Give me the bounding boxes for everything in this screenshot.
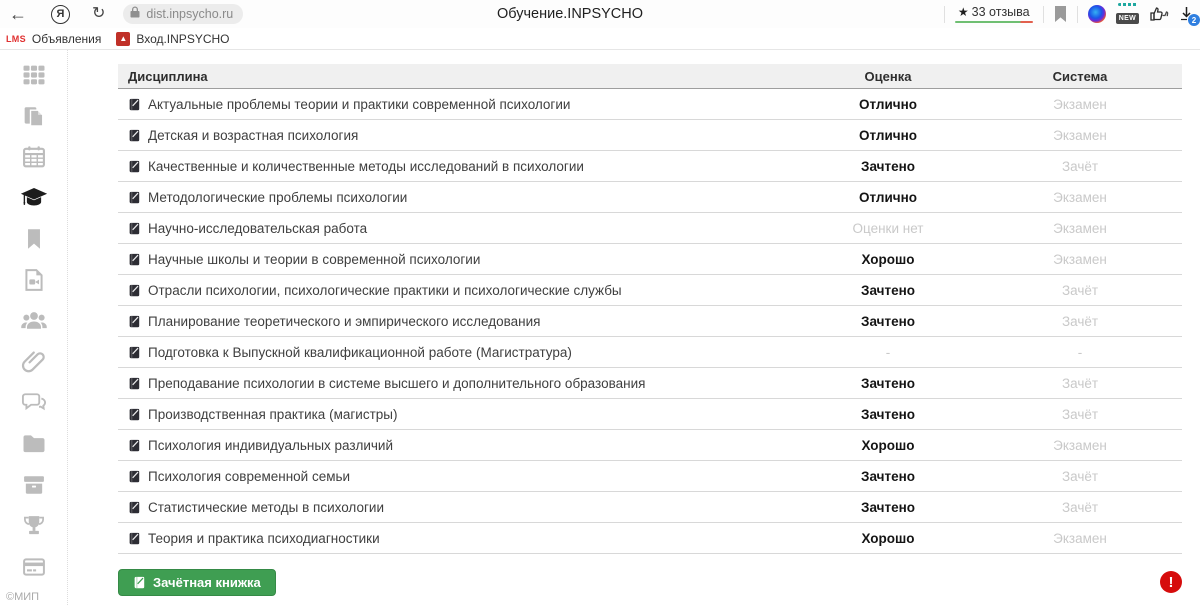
table-row[interactable] [118, 399, 1182, 430]
table-header [118, 64, 1182, 89]
table-row[interactable] [118, 182, 1182, 213]
book-icon [128, 346, 141, 359]
browser-toolbar [0, 0, 1200, 28]
book-icon [128, 377, 141, 390]
system-value: Зачёт [1061, 158, 1099, 174]
discipline-name: Преподавание психологии в системе высшего и дополнительного образования [148, 375, 646, 391]
address-bar[interactable] [123, 4, 243, 24]
page-title: Обучение.INPSYCHO [496, 6, 644, 22]
discipline-name: Теория и практика психодиагностики [148, 530, 380, 546]
table-footer [118, 569, 1182, 599]
grade-value: Зачтено [861, 158, 915, 174]
sidebar-item-files[interactable] [0, 423, 67, 464]
system-value: Зачёт [1061, 375, 1099, 391]
table-row[interactable] [118, 461, 1182, 492]
grade-value: - [885, 344, 891, 360]
reload-icon[interactable]: ↻ [92, 5, 106, 22]
bookmark-icon [21, 226, 47, 252]
discipline-name: Актуальные проблемы теории и практики современной психологии [148, 96, 571, 112]
copy-pages-icon [20, 102, 48, 130]
bookmark-announcements[interactable] [6, 32, 101, 46]
sidebar-item-achievements[interactable] [0, 505, 67, 546]
table-row[interactable] [118, 275, 1182, 306]
book-icon [128, 470, 141, 483]
grade-value: Хорошо [861, 251, 915, 267]
discipline-name: Научные школы и теории в современной психологии [148, 251, 481, 267]
table-row[interactable] [118, 151, 1182, 182]
bookmark-flag-icon[interactable] [1054, 6, 1067, 22]
back-icon[interactable]: ← [9, 4, 27, 24]
url-text: dist.inpsycho.ru [146, 7, 234, 21]
sidebar [0, 50, 68, 605]
system-value: Зачёт [1061, 406, 1099, 422]
new-badge: NEW [1116, 13, 1139, 24]
bookmarks-bar [0, 28, 1200, 50]
grade-value: Зачтено [861, 282, 915, 298]
gradebook-button-label: Зачётная книжка [153, 575, 261, 590]
divider [1043, 6, 1044, 23]
grade-value: Отлично [858, 127, 918, 143]
sidebar-item-education[interactable] [0, 177, 67, 218]
grade-value: Зачтено [861, 375, 915, 391]
lms-logo-icon: LMS [6, 33, 26, 44]
discipline-name: Планирование теоретического и эмпирического исследования [148, 313, 541, 329]
sidebar-item-attachments[interactable] [0, 341, 67, 382]
book-icon [128, 439, 141, 452]
mip-logo-icon: ▲ [116, 32, 130, 46]
extension-new-icon[interactable] [1116, 7, 1139, 25]
book-icon [128, 284, 141, 297]
sidebar-item-schedule[interactable] [0, 136, 67, 177]
reviews-count: 33 отзыва [971, 4, 1030, 19]
book-icon [128, 98, 141, 111]
book-icon [128, 315, 141, 328]
grade-value: Зачтено [861, 468, 915, 484]
discipline-name: Научно-исследовательская работа [148, 220, 368, 236]
table-row[interactable] [118, 368, 1182, 399]
new-dots-icon [1118, 3, 1138, 6]
system-value: Зачёт [1061, 313, 1099, 329]
system-value: Зачёт [1061, 499, 1099, 515]
system-value: Зачёт [1061, 282, 1099, 298]
system-value: - [1077, 344, 1083, 360]
discipline-name: Отрасли психологии, психологические практики и психологические службы [148, 282, 622, 298]
sidebar-item-payments[interactable] [0, 546, 67, 587]
system-value: Экзамен [1053, 220, 1107, 236]
archive-box-icon [20, 471, 48, 499]
table-row[interactable] [118, 492, 1182, 523]
grade-value: Отлично [858, 96, 918, 112]
lock-icon [130, 5, 140, 23]
table-row[interactable] [118, 120, 1182, 151]
book-icon [128, 408, 141, 421]
main-content [68, 50, 1200, 605]
book-icon [128, 253, 141, 266]
gradebook-button[interactable] [118, 569, 276, 596]
folder-icon [20, 430, 48, 458]
book-icon [128, 222, 141, 235]
table-row[interactable] [118, 523, 1182, 554]
system-value: Зачёт [1061, 468, 1099, 484]
book-icon [128, 532, 141, 545]
grade-value: Хорошо [861, 437, 915, 453]
header-discipline: Дисциплина [128, 68, 208, 84]
calendar-icon [20, 143, 48, 171]
sidebar-item-archive[interactable] [0, 464, 67, 505]
discipline-name: Статистические методы в психологии [148, 499, 384, 515]
thumbs-vote-icon[interactable] [1149, 6, 1169, 22]
header-system: Система [1052, 68, 1108, 84]
sidebar-item-bookmarks[interactable] [0, 218, 67, 259]
discipline-name: Производственная практика (магистры) [148, 406, 398, 422]
table-row[interactable] [118, 306, 1182, 337]
chat-icon [20, 389, 48, 417]
yandex-browser-icon[interactable]: Я [51, 5, 70, 24]
downloads-icon[interactable] [1179, 6, 1197, 25]
bookmark-login-inpsycho[interactable] [116, 32, 229, 46]
book-icon [128, 160, 141, 173]
alert-icon[interactable]: ! [1160, 571, 1182, 593]
book-icon [128, 129, 141, 142]
divider [944, 6, 945, 23]
video-file-icon [20, 266, 48, 294]
grade-value: Зачтено [861, 313, 915, 329]
rating-bar [955, 21, 1033, 24]
system-value: Экзамен [1053, 96, 1107, 112]
grade-value: Зачтено [861, 499, 915, 515]
system-value: Экзамен [1053, 251, 1107, 267]
system-value: Экзамен [1053, 127, 1107, 143]
system-value: Экзамен [1053, 530, 1107, 546]
header-grade: Оценка [864, 68, 912, 84]
table-row[interactable] [118, 430, 1182, 461]
discipline-name: Качественные и количественные методы исследований в психологии [148, 158, 584, 174]
divider [1077, 6, 1078, 23]
bookmark-label: Вход.INPSYCHO [136, 31, 230, 46]
system-value: Экзамен [1053, 437, 1107, 453]
grade-value: Зачтено [861, 406, 915, 422]
extension-circle-icon[interactable] [1088, 5, 1106, 23]
grade-value: Оценки нет [852, 220, 924, 236]
star-icon: ★ [957, 4, 969, 19]
discipline-name: Психология современной семьи [148, 468, 351, 484]
table-row[interactable] [118, 213, 1182, 244]
table-row[interactable] [118, 244, 1182, 275]
discipline-name: Психология индивидуальных различий [148, 437, 393, 453]
grade-value: Отлично [858, 189, 918, 205]
grades-table-body [118, 89, 1182, 554]
grades-table [118, 64, 1182, 554]
card-icon [20, 553, 48, 581]
book-icon [133, 576, 146, 589]
discipline-name: Методологические проблемы психологии [148, 189, 408, 205]
grade-value: Хорошо [861, 530, 915, 546]
sidebar-item-media[interactable] [0, 259, 67, 300]
users-icon [19, 306, 49, 336]
downloads-badge: 2 [1188, 14, 1200, 26]
copyright-label: ©МИП [6, 591, 40, 603]
trophy-icon [20, 512, 48, 540]
bookmark-label: Объявления [31, 31, 102, 46]
system-value: Экзамен [1053, 189, 1107, 205]
sidebar-item-groups[interactable] [0, 300, 67, 341]
sidebar-item-dashboard[interactable] [0, 54, 67, 95]
graduation-cap-icon [19, 183, 49, 213]
sidebar-nav [0, 54, 67, 587]
grid-icon [20, 61, 48, 89]
discipline-name: Детская и возрастная психология [148, 127, 359, 143]
site-reviews[interactable] [955, 5, 1033, 24]
book-icon [128, 501, 141, 514]
sidebar-item-documents[interactable] [0, 95, 67, 136]
discipline-name: Подготовка к Выпускной квалификационной работе (Магистратура) [148, 344, 572, 360]
table-row[interactable] [118, 337, 1182, 368]
paperclip-icon [20, 348, 48, 376]
table-row[interactable] [118, 89, 1182, 120]
book-icon [128, 191, 141, 204]
sidebar-item-messages[interactable] [0, 382, 67, 423]
